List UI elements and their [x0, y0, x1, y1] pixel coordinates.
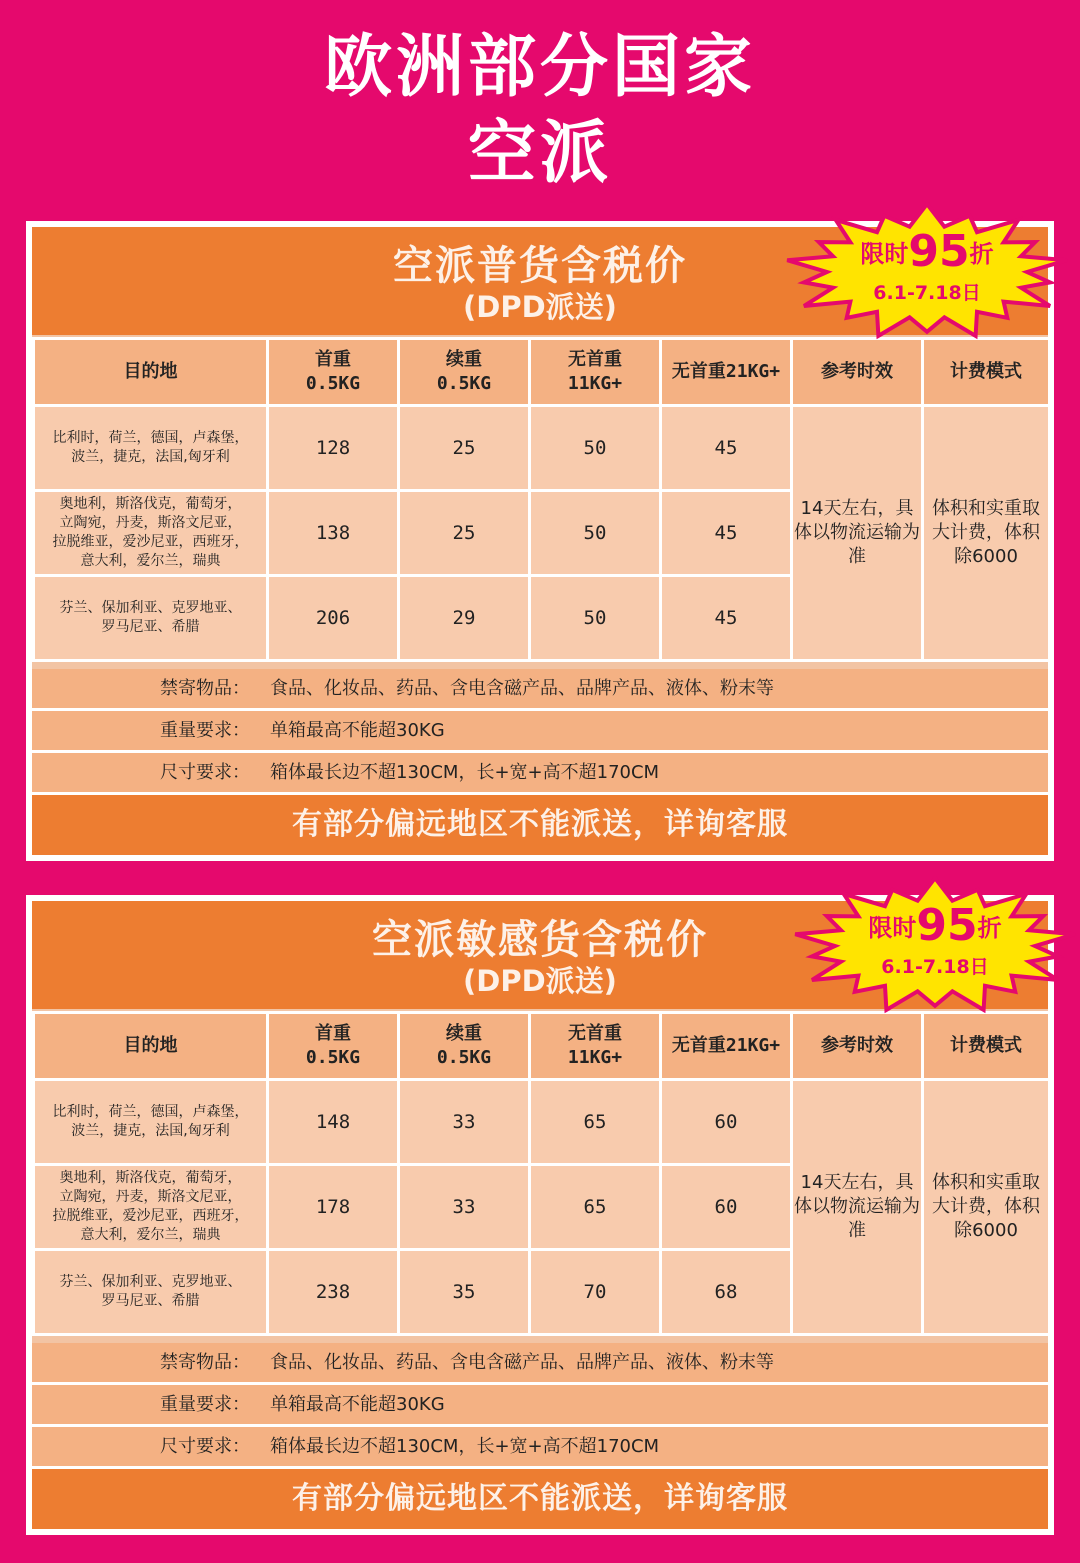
col-header-continued-weight: 续重 0.5KG — [399, 1013, 530, 1080]
no-first-11kg-cell: 70 — [530, 1250, 661, 1335]
col-header-no-first-11kg: 无首重 11KG+ — [530, 339, 661, 406]
discount-number: 95 — [916, 900, 978, 951]
no-first-11kg-cell: 50 — [530, 491, 661, 576]
discount-label — [790, 900, 1080, 951]
no-first-21kg-cell: 68 — [661, 1250, 792, 1335]
col-header-continued-weight: 续重 0.5KG — [399, 339, 530, 406]
card-subtitle: (DPD派送) — [463, 290, 617, 324]
size-requirement-value: 箱体最长边不超130CM，长+宽+高不超170CM — [270, 762, 660, 783]
weight-requirement-value: 单箱最高不能超30KG — [270, 720, 445, 741]
col-header-no-first-21kg: 无首重21KG+ — [661, 339, 792, 406]
weight-requirement-label: 重量要求： — [160, 1394, 250, 1415]
no-first-11kg-cell: 65 — [530, 1165, 661, 1250]
continued-weight-cell: 25 — [399, 406, 530, 491]
col-header-first-weight: 首重 0.5KG — [268, 339, 399, 406]
discount-number: 95 — [908, 226, 970, 277]
weight-requirement-row — [32, 1385, 1048, 1427]
destination-cell: 奥地利，斯洛伐克，葡萄牙， 立陶宛，丹麦，斯洛文尼亚， 拉脱维亚，爱沙尼亚，西班牙， 意大利，爱尔兰，瑞典 — [34, 491, 268, 576]
remote-area-notice: 有部分偏远地区不能派送，详询客服 — [32, 795, 1048, 855]
table-header-row — [34, 1013, 1050, 1080]
no-first-21kg-cell: 45 — [661, 491, 792, 576]
card-title: 空派敏感货含税价 — [372, 917, 708, 963]
no-first-21kg-cell: 45 — [661, 406, 792, 491]
first-weight-cell: 238 — [268, 1250, 399, 1335]
weight-requirement-row — [32, 711, 1048, 753]
size-requirement-label: 尺寸要求： — [160, 762, 250, 783]
size-requirement-value: 箱体最长边不超130CM，长+宽+高不超170CM — [270, 1436, 660, 1457]
prohibited-items-row — [32, 1343, 1048, 1385]
first-weight-cell: 148 — [268, 1080, 399, 1165]
prohibited-items-label: 禁寄物品： — [160, 1352, 250, 1373]
col-header-billing: 计费模式 — [923, 339, 1050, 406]
discount-starburst-badge — [782, 202, 1072, 342]
col-header-first-weight: 首重 0.5KG — [268, 1013, 399, 1080]
discount-suffix: 折 — [977, 914, 1002, 942]
table-header-row — [34, 339, 1050, 406]
table-row — [34, 406, 1050, 491]
no-first-21kg-cell: 60 — [661, 1080, 792, 1165]
destination-cell: 比利时，荷兰，德国，卢森堡， 波兰，捷克，法国,匈牙利 — [34, 1080, 268, 1165]
limited-time-text: 限时 — [860, 240, 909, 268]
continued-weight-cell: 29 — [399, 576, 530, 661]
no-first-21kg-cell: 45 — [661, 576, 792, 661]
billing-cell: 体积和实重取大计费，体积除6000 — [923, 406, 1050, 661]
col-header-destination: 目的地 — [34, 339, 268, 406]
discount-starburst-badge — [790, 876, 1080, 1016]
prohibited-items-row — [32, 669, 1048, 711]
no-first-21kg-cell: 60 — [661, 1165, 792, 1250]
page-title: 欧洲部分国家 — [323, 28, 756, 107]
table-row — [34, 1080, 1050, 1165]
col-header-timeliness: 参考时效 — [792, 1013, 923, 1080]
size-requirement-label: 尺寸要求： — [160, 1436, 250, 1457]
remote-area-notice: 有部分偏远地区不能派送，详询客服 — [32, 1469, 1048, 1529]
col-header-no-first-21kg: 无首重21KG+ — [661, 1013, 792, 1080]
prohibited-items-value: 食品、化妆品、药品、含电含磁产品、品牌产品、液体、粉末等 — [270, 1352, 774, 1373]
continued-weight-cell: 25 — [399, 491, 530, 576]
size-requirement-row — [32, 753, 1048, 795]
weight-requirement-label: 重量要求： — [160, 720, 250, 741]
no-first-11kg-cell: 50 — [530, 406, 661, 491]
prohibited-items-value: 食品、化妆品、药品、含电含磁产品、品牌产品、液体、粉末等 — [270, 678, 774, 699]
size-requirement-row — [32, 1427, 1048, 1469]
destination-cell: 芬兰、保加利亚、克罗地亚、 罗马尼亚、希腊 — [34, 576, 268, 661]
timeliness-cell: 14天左右，具体以物流运输为准 — [792, 1080, 923, 1335]
card-title: 空派普货含税价 — [393, 243, 687, 289]
no-first-11kg-cell: 50 — [530, 576, 661, 661]
first-weight-cell: 128 — [268, 406, 399, 491]
discount-label — [782, 226, 1072, 277]
timeliness-cell: 14天左右，具体以物流运输为准 — [792, 406, 923, 661]
limited-time-text: 限时 — [868, 914, 917, 942]
col-header-timeliness: 参考时效 — [792, 339, 923, 406]
continued-weight-cell: 33 — [399, 1080, 530, 1165]
destination-cell: 奥地利，斯洛伐克，葡萄牙， 立陶宛，丹麦，斯洛文尼亚， 拉脱维亚，爱沙尼亚，西班牙， 意大利，爱尔兰，瑞典 — [34, 1165, 268, 1250]
billing-cell: 体积和实重取大计费，体积除6000 — [923, 1080, 1050, 1335]
weight-requirement-value: 单箱最高不能超30KG — [270, 1394, 445, 1415]
discount-suffix: 折 — [969, 240, 994, 268]
first-weight-cell: 178 — [268, 1165, 399, 1250]
col-header-destination: 目的地 — [34, 1013, 268, 1080]
rate-table — [32, 1011, 1051, 1336]
destination-cell: 芬兰、保加利亚、克罗地亚、 罗马尼亚、希腊 — [34, 1250, 268, 1335]
no-first-11kg-cell: 65 — [530, 1080, 661, 1165]
rate-table — [32, 337, 1051, 662]
continued-weight-cell: 35 — [399, 1250, 530, 1335]
continued-weight-cell: 33 — [399, 1165, 530, 1250]
promo-dates: 6.1-7.18日 — [873, 282, 981, 304]
col-header-billing: 计费模式 — [923, 1013, 1050, 1080]
first-weight-cell: 138 — [268, 491, 399, 576]
promo-dates: 6.1-7.18日 — [881, 956, 989, 978]
card-subtitle: (DPD派送) — [463, 964, 617, 998]
col-header-no-first-11kg: 无首重 11KG+ — [530, 1013, 661, 1080]
destination-cell: 比利时，荷兰，德国，卢森堡， 波兰，捷克，法国,匈牙利 — [34, 406, 268, 491]
page-subtitle: 空派 — [467, 114, 612, 193]
prohibited-items-label: 禁寄物品： — [160, 678, 250, 699]
first-weight-cell: 206 — [268, 576, 399, 661]
